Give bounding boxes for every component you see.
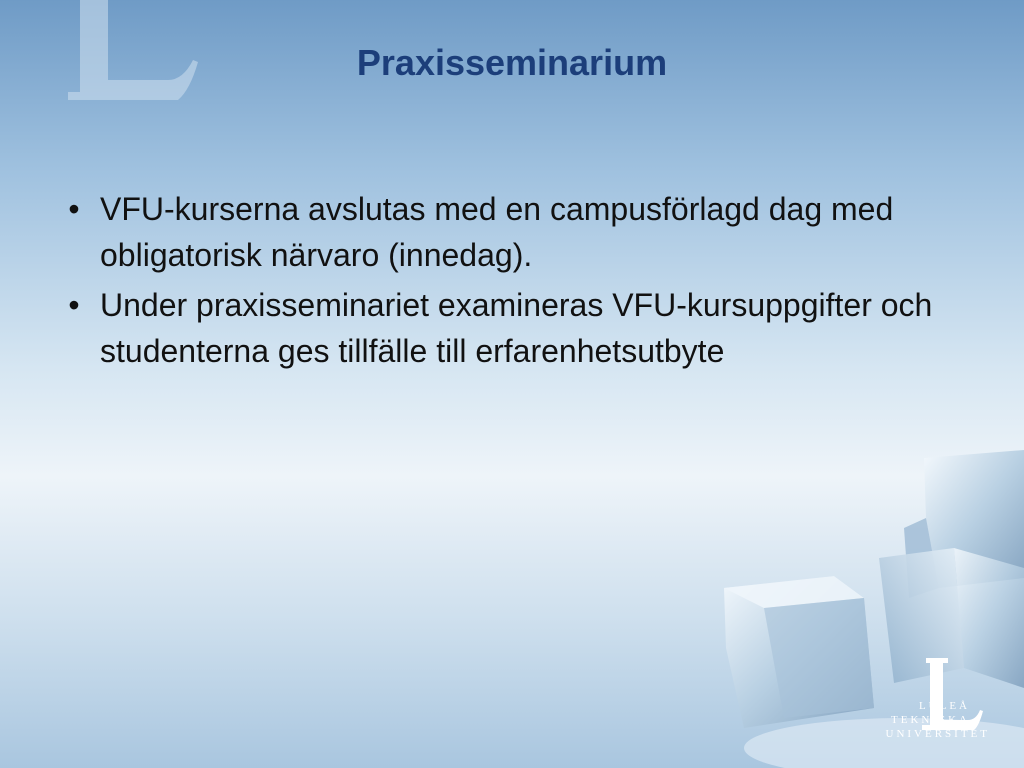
bullet-marker: • <box>68 191 80 227</box>
university-logo <box>830 662 1000 752</box>
bullet-marker: • <box>68 287 80 323</box>
bullet-item <box>62 186 942 278</box>
bullet-list <box>62 186 942 378</box>
logo-line-1: LULEÅ <box>918 700 970 712</box>
logo-line-2: TEKNISKA <box>891 714 970 726</box>
bullet-text: VFU-kurserna avslutas med en campusförlagd dag med obligatorisk närvaro (innedag). <box>100 191 894 273</box>
slide-title: Praxisseminarium <box>356 42 668 83</box>
logo-line-3: UNIVERSITET <box>885 728 990 740</box>
bullet-item <box>62 282 942 374</box>
bullet-text: Under praxisseminariet examineras VFU-kursuppgifter och studenterna ges tillfälle till erfarenhetsutbyte <box>100 287 933 369</box>
